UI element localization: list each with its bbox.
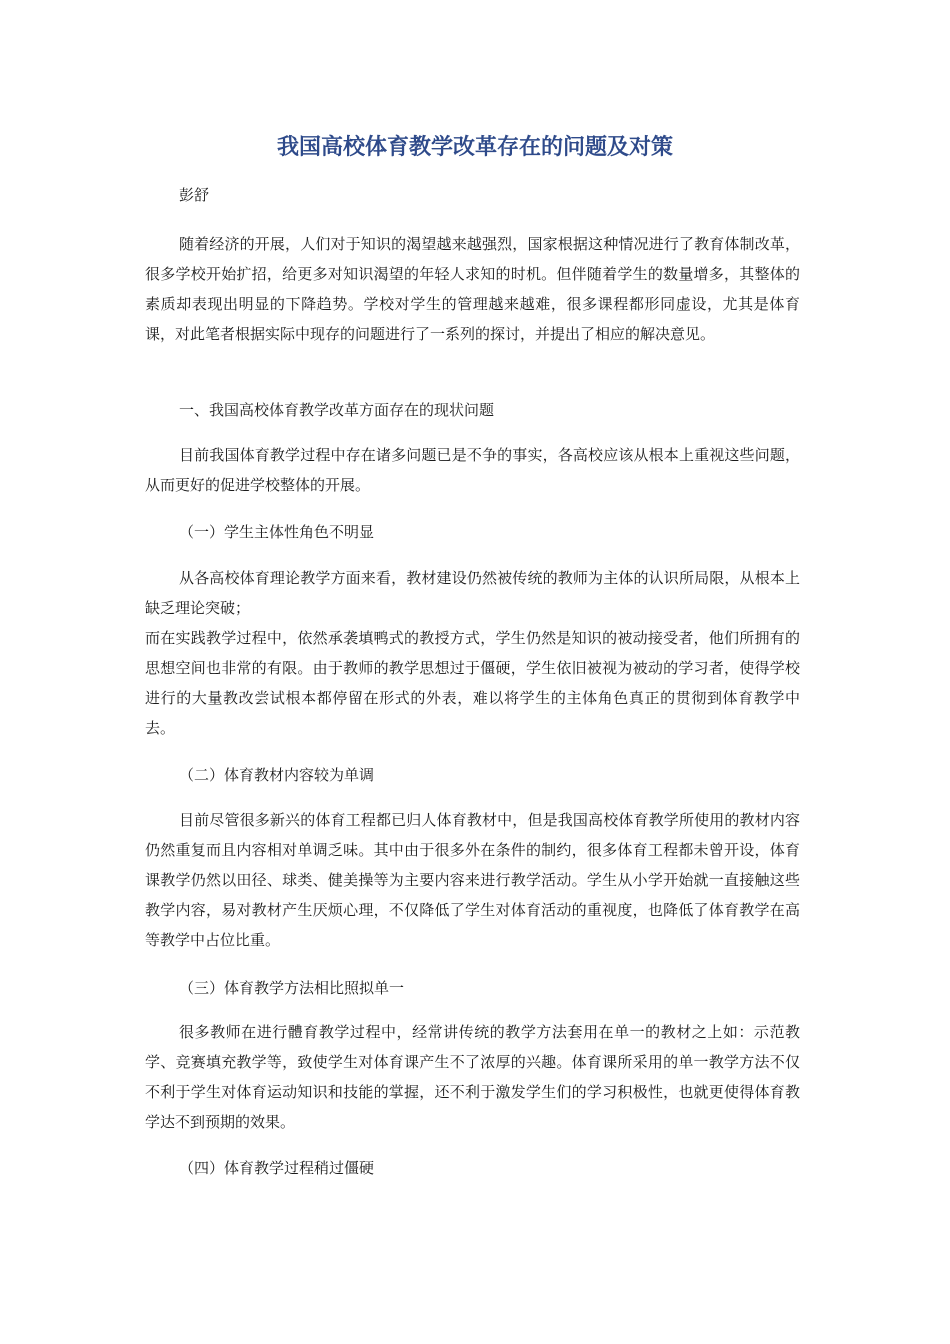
subsection-1-paragraph-b: 而在实践教学过程中，依然承袭填鸭式的教授方式，学生仍然是知识的被动接受者，他们所拥有的思想空间也非常的有限。由于教师的教学思想过于僵硬，学生依旧被视为被动的学习者，使得学校进行的大量教改尝试根本都停留在形式的外表，难以将学生的主体角色真正的贯彻到体育教学中去。: [145, 629, 800, 737]
subsection-heading-1: （一）学生主体性角色不明显: [179, 523, 375, 541]
subsection-heading-2: （二）体育教材内容较为单调: [179, 766, 375, 784]
subsection-1-content: [145, 563, 800, 743]
section-heading-1: 一、我国高校体育教学改革方面存在的现状问题: [179, 401, 495, 419]
subsection-3-paragraph: 很多教师在进行體育教学过程中，经常讲传统的教学方法套用在单一的教材之上如：示范教学、竞赛填充教学等，致使学生对体育课产生不了浓厚的兴趣。体育课所采用的单一教学方法不仅不利于学生对体育运动知识和技能的掌握，还不利于激发学生们的学习积极性，也就更使得体育教学达不到预期的效果。: [145, 1023, 800, 1131]
subsection-1-paragraph-a: 从各高校体育理论教学方面来看，教材建设仍然被传统的教师为主体的认识所局限，从根本上缺乏理论突破；: [145, 569, 800, 617]
subsection-heading-4: （四）体育教学过程稍过僵硬: [179, 1159, 375, 1177]
intro-paragraph: 随着经济的开展，人们对于知识的渴望越来越强烈，国家根据这种情况进行了教育体制改革，很多学校开始扩招，给更多对知识渴望的年轻人求知的时机。但伴随着学生的数量增多，其整体的素质却表现出明显的下降趋势。学校对学生的管理越来越难，很多课程都形同虚设，尤其是体育课，对此笔者根据实际中现存的问题进行了一系列的探讨，并提出了相应的解决意见。: [145, 235, 800, 343]
subsection-2-paragraph: 目前尽管很多新兴的体育工程都已归人体育教材中，但是我国高校体育教学所使用的教材内容仍然重复而且内容相对单调乏味。其中由于很多外在条件的制约，很多体育工程都未曾开设，体育课教学仍然以田径、球类、健美操等为主要内容来进行教学活动。学生从小学开始就一直接触这些教学内容，易对教材产生厌烦心理，不仅降低了学生对体育活动的重视度，也降低了体育教学在高等教学中占位比重。: [145, 811, 800, 949]
section-1-paragraph: 目前我国体育教学过程中存在诸多问题已是不争的事实，各高校应该从根本上重视这些问题，从而更好的促进学校整体的开展。: [145, 446, 800, 494]
document-title: 我国高校体育教学改革存在的问题及对策: [276, 135, 673, 160]
subsection-heading-3: （三）体育教学方法相比照拟单一: [179, 979, 405, 997]
author-name: 彭舒: [179, 186, 210, 204]
